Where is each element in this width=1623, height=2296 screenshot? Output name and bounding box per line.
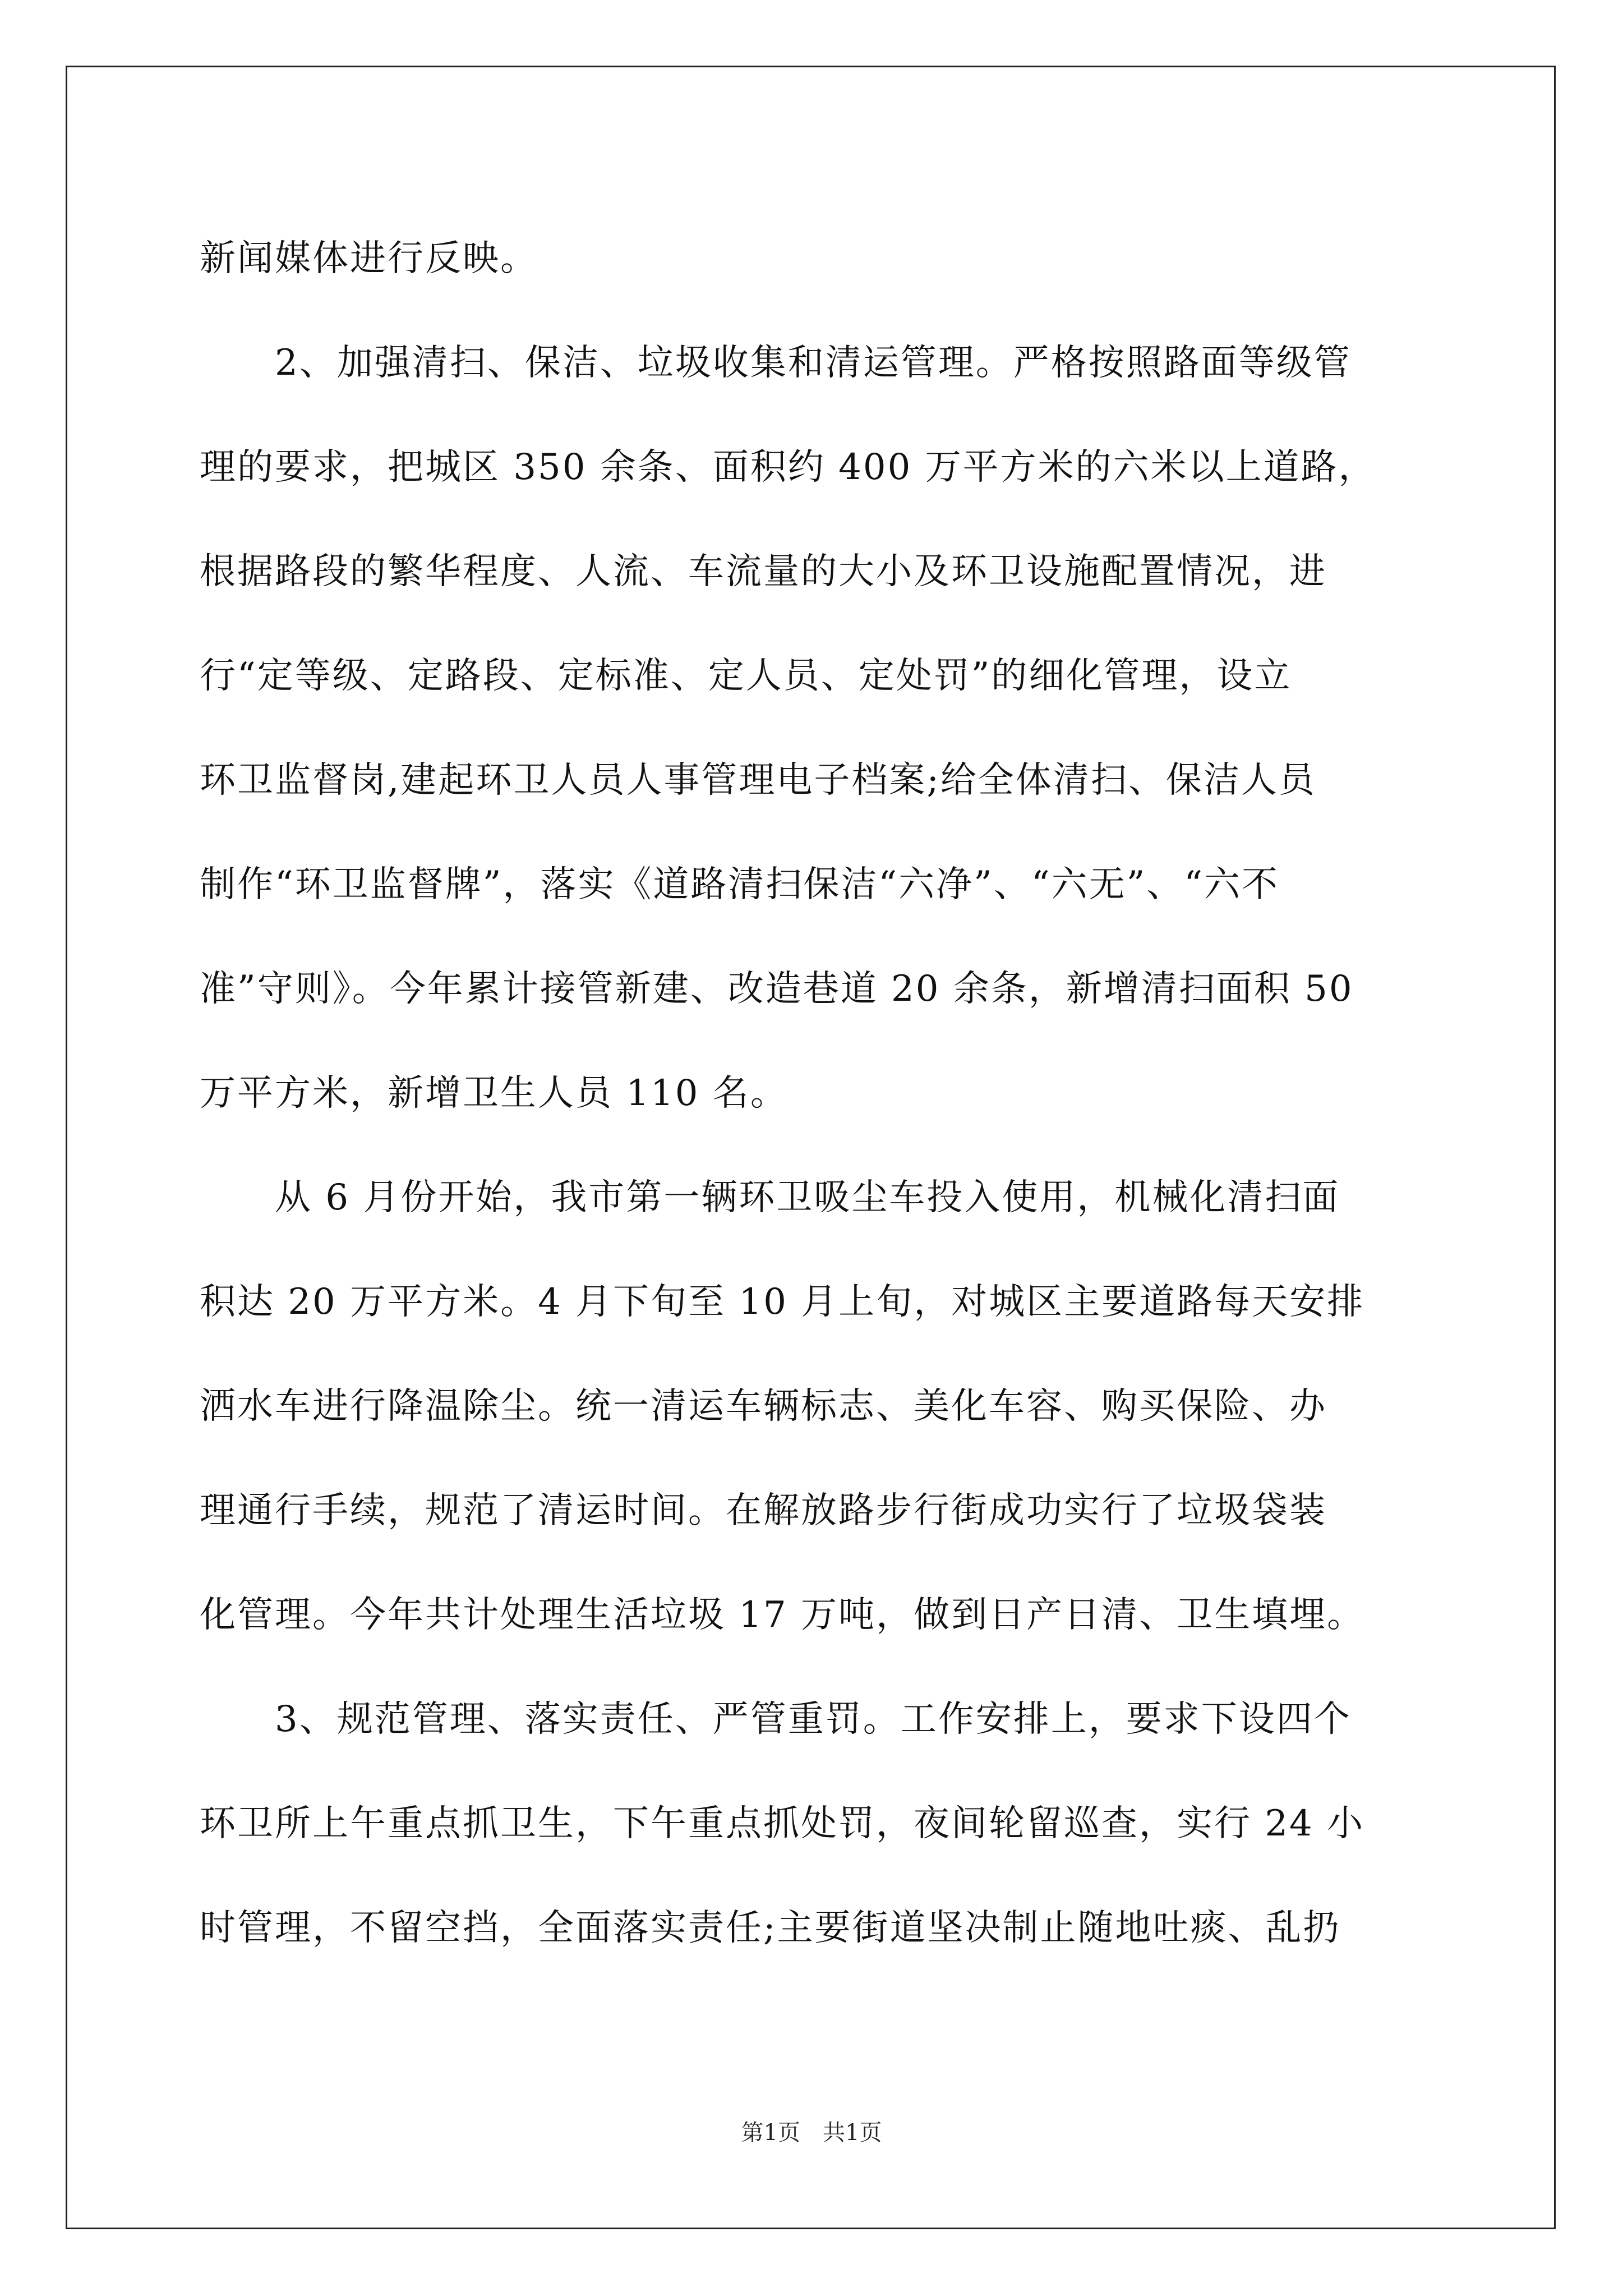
text-line: 从 6 月份开始，我市第一辆环卫吸尘车投入使用，机械化清扫面 <box>200 1177 1340 1218</box>
page-footer: 第1页 共1页 <box>741 2120 882 2146</box>
text-line: 理的要求，把城区 350 余条、面积约 400 万平方米的六米以上道路， <box>200 447 1376 488</box>
text-line: 准”守则》。今年累计接管新建、改造巷道 20 余条，新增清扫面积 50 <box>200 968 1354 1010</box>
text-line: 洒水车进行降温除尘。统一清运车辆标志、美化车容、购买保险、办 <box>200 1386 1327 1427</box>
document-body <box>200 206 1428 1980</box>
text-line: 3、规范管理、落实责任、严管重罚。工作安排上，要求下设四个 <box>200 1699 1352 1740</box>
text-line: 根据路段的繁华程度、人流、车流量的大小及环卫设施配置情况，进 <box>200 551 1327 592</box>
text-line: 2、加强清扫、保洁、垃圾收集和清运管理。严格按照路面等级管 <box>200 342 1352 384</box>
text-line: 制作“环卫监督牌”，落实《道路清扫保洁“六净”、“六无”、“六不 <box>200 864 1280 905</box>
text-line: 理通行手续，规范了清运时间。在解放路步行街成功实行了垃圾袋装 <box>200 1490 1327 1531</box>
text-line: 时管理，不留空挡，全面落实责任;主要街道坚决制止随地吐痰、乱扔 <box>200 1907 1341 1949</box>
text-line: 环卫所上午重点抓卫生，下午重点抓处罚，夜间轮留巡查，实行 24 小 <box>200 1803 1365 1844</box>
text-line: 化管理。今年共计处理生活垃圾 17 万吨，做到日产日清、卫生填埋。 <box>200 1594 1365 1636</box>
text-line: 行“定等级、定路段、定标准、定人员、定处罚”的细化管理，设立 <box>200 655 1292 697</box>
text-line: 积达 20 万平方米。4 月下旬至 10 月上旬，对城区主要道路每天安排 <box>200 1281 1365 1323</box>
text-line: 万平方米，新增卫生人员 110 名。 <box>200 1073 788 1114</box>
text-line: 环卫监督岗,建起环卫人员人事管理电子档案;给全体清扫、保洁人员 <box>200 760 1316 801</box>
text-line: 新闻媒体进行反映。 <box>200 238 538 279</box>
